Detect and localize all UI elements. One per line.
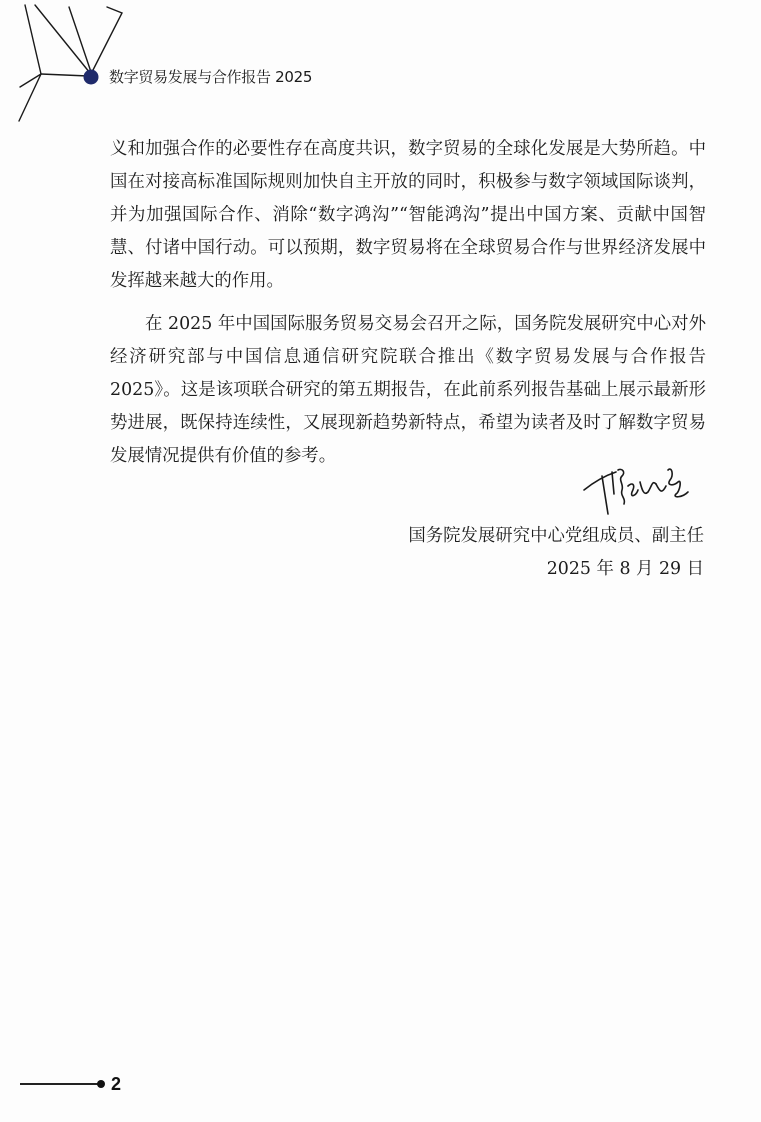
signatory-title: 国务院发展研究中心党组成员、副主任 (408, 526, 704, 546)
network-lines-icon (0, 0, 140, 130)
running-header-title: 数字贸易发展与合作报告 2025 (109, 68, 313, 86)
paragraph: 义和加强合作的必要性存在高度共识，数字贸易的全球化发展是大势所趋。中国在对接高标准国际规则加快自主开放的同时，积极参与数字领域国际谈判，并为加强国际合作、消除“数字鸿沟”“智能鸿沟”提出中国方案、贡献中国智慧、付诸中国行动。可以预期，数字贸易将在全球贸易合作与世界经济发展中发挥越来越大的作用。 (110, 139, 706, 291)
signature-date: 2025 年 8 月 29 日 (546, 559, 704, 579)
page-footer (20, 1072, 140, 1096)
body-text (110, 133, 706, 473)
footer-dot-icon (97, 1080, 105, 1088)
paragraph: 在 2025 年中国国际服务贸易交易会召开之际，国务院发展研究中心对外经济研究部与中国信息通信研究院联合推出《数字贸易发展与合作报告 2025》。这是该项联合研究的第五期报告，在此前系列报告基础上展示最新形势进展，既保持连续性，又展现新趋势新特点，希望为读者及时了解数字贸易发展情况提供有价值的参考。 (110, 314, 706, 466)
page-number: 2 (111, 1074, 122, 1094)
handwritten-signature-image (582, 462, 712, 522)
signature-block (408, 520, 704, 586)
footer-rule (20, 1083, 100, 1085)
